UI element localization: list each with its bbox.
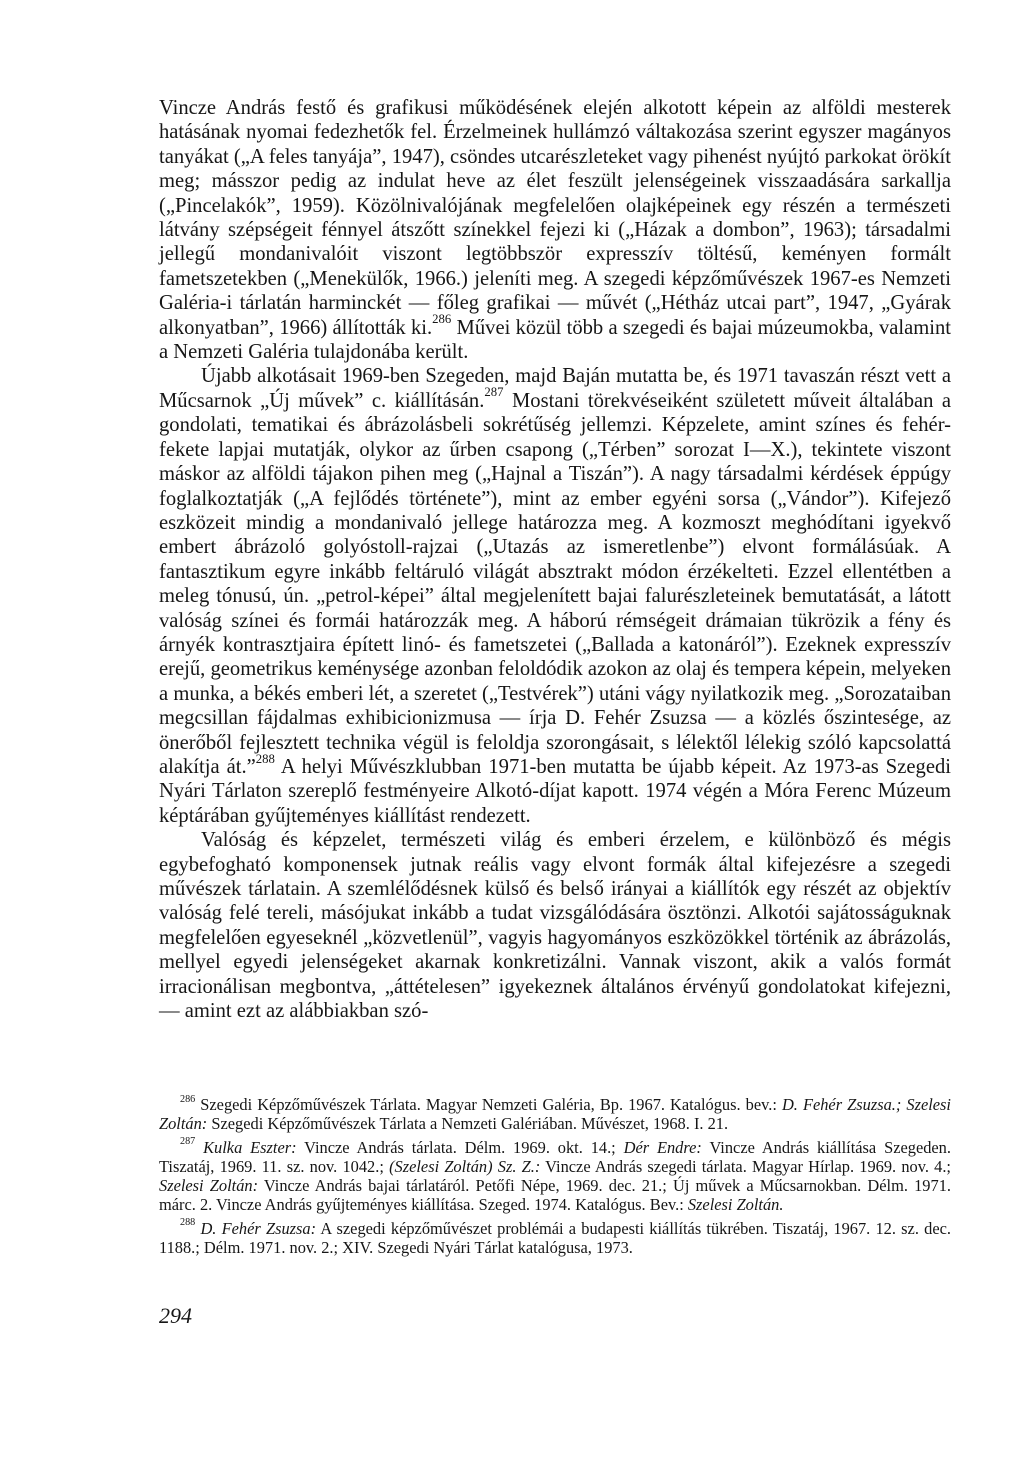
footnote-286 <box>159 1095 951 1134</box>
paragraph-1 <box>159 96 951 364</box>
footnote-number: 287 <box>180 1136 196 1148</box>
paragraph-2-text: Újabb alkotásait 1969-ben Szegeden, majd Baján mutatta be, és 1971 tavaszán részt vett a Műcsarnok „Új művek” c. kiállításán. <box>159 365 951 412</box>
footnote-author: Dér Endre: <box>623 1137 702 1157</box>
footnote-text: Vincze András tárlata. Délm. 1969. okt. 14.; <box>296 1137 624 1157</box>
footnote-text: Szegedi Képzőművészek Tárlata. Magyar Nemzeti Galéria, Bp. 1967. Katalógus. bev.: <box>195 1095 782 1114</box>
footnote-number: 288 <box>180 1217 196 1229</box>
page-number: 294 <box>159 1303 192 1328</box>
paragraph-2 <box>159 364 951 828</box>
footnote-author: D. Fehér Zsuzsa: <box>200 1218 317 1238</box>
footnote-text: Vincze András bajai tárlatáról. Petőfi Népe, 1969. dec. 21.; Új művek a Műcsarnokban. Délm. 1971. márc. 2. Vincze András gyűjteményes kiállítása. Szeged. 1974. Katalógus. Bev.: <box>159 1176 951 1215</box>
paragraph-1-text: Vincze András festő és grafikusi működésének elején alkotott képein az alföldi mesterek hatásának nyomai fedezhetők fel. Érzelmeinek hullámzó váltakozása szerint egyszer magányos tanyákat („A feles tanyája”, 1947), csöndes utcarészleteket vagy pihenést nyújtó parkokat örökít meg; másszor pedig az indulat heve az élet feszült jelenségeinek visszaadására sarkallja („Pincelakók”, 1959). Közölnivalójának megfelelően olajképeinek egy részén a természeti látvány szépségeit fénnyel átszőtt színekkel fejezi ki („Házak a dombon”, 1963); társadalmi jellegű mondanivalóit viszont legtöbbször expresszív töltésű, keményen formált fametszetekben („Menekülők, 1966.) jeleníti meg. A szegedi képzőművészek 1967-es Nemzeti Galéria-i tárlatán harminckét — főleg grafikai — művét („Hétház utcai part”, 1947, „Gyárak alkonyatban”, 1966) állították ki. <box>159 97 952 339</box>
paragraph-1-tail: Művei közül több a szegedi és bajai múzeumokba, valamint a Nemzeti Galéria tulajdonába került. <box>159 316 952 364</box>
footnote-author: Kulka Eszter: <box>203 1137 297 1157</box>
footnote-text: Vincze András szegedi tárlata. Magyar Hírlap. 1969. nov. 4.; <box>540 1156 951 1176</box>
footnotes <box>159 1095 951 1261</box>
footnote-text: Szegedi Képzőművészek Tárlata a Nemzeti Galériában. Művészet, 1968. I. 21. <box>207 1114 729 1134</box>
footnote-ref-286[interactable]: 286 <box>432 312 452 327</box>
footnote-author: Szelesi Zoltán. <box>687 1195 784 1215</box>
paragraph-2-mid: Mostani törekvéseiként született műveit általában a gondolati, tematikai és ábrázolásbeli sokrétűség jellemzi. Képzelete, amint színes és fehér-fekete lapjai mutatják, olykor az űrben csapong („Térben” sorozat I—X.), tekintete viszont máskor az alföldi tájakon pihen meg („Hajnal a Tiszán”). A nagy társadalmi kérdések éppúgy foglalkoztatják („A fejlődés története”), mint az ember egyéni sorsa („Vándor”). Kifejező eszközeit mindig a mondanivaló jellege határozza meg. A kozmoszt meghódítani igyekvő embert ábrázoló golyóstoll-rajzai („Utazás az ismeretlenbe”) elvont formálásúak. A fantasztikum egyre inkább feltáruló világát absztrakt módon érzékelteti. Ezzel ellentétben a meleg tónusú, ún. „petrol-képei” által megjelenített bajai falurészleteinek bemutatását, a látott valóság színei és formái határozzák meg. A háború rémségeit drámaian tükrözik a fény és árnyék kontrasztjaira épített linó- és fametszetei („Ballada a katonáról”). Ezeknek expresszív erejű, geometrikus keménysége azonban feloldódik azokon az olaj és tempera képein, melyeken a munka, a békés emberi lét, a szeretet („Testvérek”) utáni vágy nyilatkozik meg. „Sorozataiban megcsillan fájdalmas exhibicionizmusa — írja D. Fehér Zsuzsa — a közlés őszintesége, az önerőből fejlesztett technika végül is feloldja szorongásait, s lélektől lélekig szóló kapcsolattá alakítja át.” <box>159 389 951 778</box>
footnote-author: (Szelesi Zoltán) Sz. Z.: <box>389 1156 541 1176</box>
footnote-ref-288[interactable]: 288 <box>255 751 275 766</box>
footnote-text: A szegedi képzőművészet problémái a budapesti kiállítás tükrében. Tiszatáj, 1967. 12. sz. dec. 1188.; Délm. 1971. nov. 2.; XIV. Szegedi Nyári Tárlat katalógusa, 1973. <box>159 1218 951 1258</box>
footnote-author: Szelesi Zoltán: <box>159 1176 259 1196</box>
footnote-288 <box>159 1219 951 1258</box>
body-text <box>159 96 951 1023</box>
footnote-text: Vincze András kiállítása Szegeden. Tiszatáj, 1969. 11. sz. nov. 1042.; <box>159 1137 951 1176</box>
footnote-number: 286 <box>180 1093 196 1105</box>
footnote-287 <box>159 1138 951 1215</box>
footnote-author: D. Fehér Zsuzsa.; Szelesi Zoltán: <box>159 1095 951 1134</box>
footnote-ref-287[interactable]: 287 <box>484 385 504 400</box>
paragraph-3: Valóság és képzelet, természeti világ és emberi érzelem, e különböző és mégis egybefogható komponensek jutnak reális vagy elvont formák által kifejezésre a szegedi művészek tárlatain. A szemlélődésnek külső és belső irányai a kiállítók egy részét az objektív valóság felé tereli, másójukat inkább a tudat vizsgálódására ösztönzi. Alkotói sajátosságuknak megfelelően egyeseknél „közvetlenül”, vagyis hagyományos eszközökkel történik az ábrázolás, mellyel egyedi jelenségeket akarnak konkretizálni. Vannak viszont, akik a valós formát irracionálisan megbontva, „áttételesen” igyekeznek általános érvényű gondolatokat kifejezni, — amint ezt az alábbiakban szó- <box>159 829 951 1023</box>
paragraph-2-tail: A helyi Művészklubban 1971-ben mutatta be újabb képeit. Az 1973-as Szegedi Nyári Tárlaton szereplő festményeire Alkotó-díjat kapott. 1974 végén a Móra Ferenc Múzeum képtárában gyűjteményes kiállítást rendezett. <box>159 755 951 827</box>
